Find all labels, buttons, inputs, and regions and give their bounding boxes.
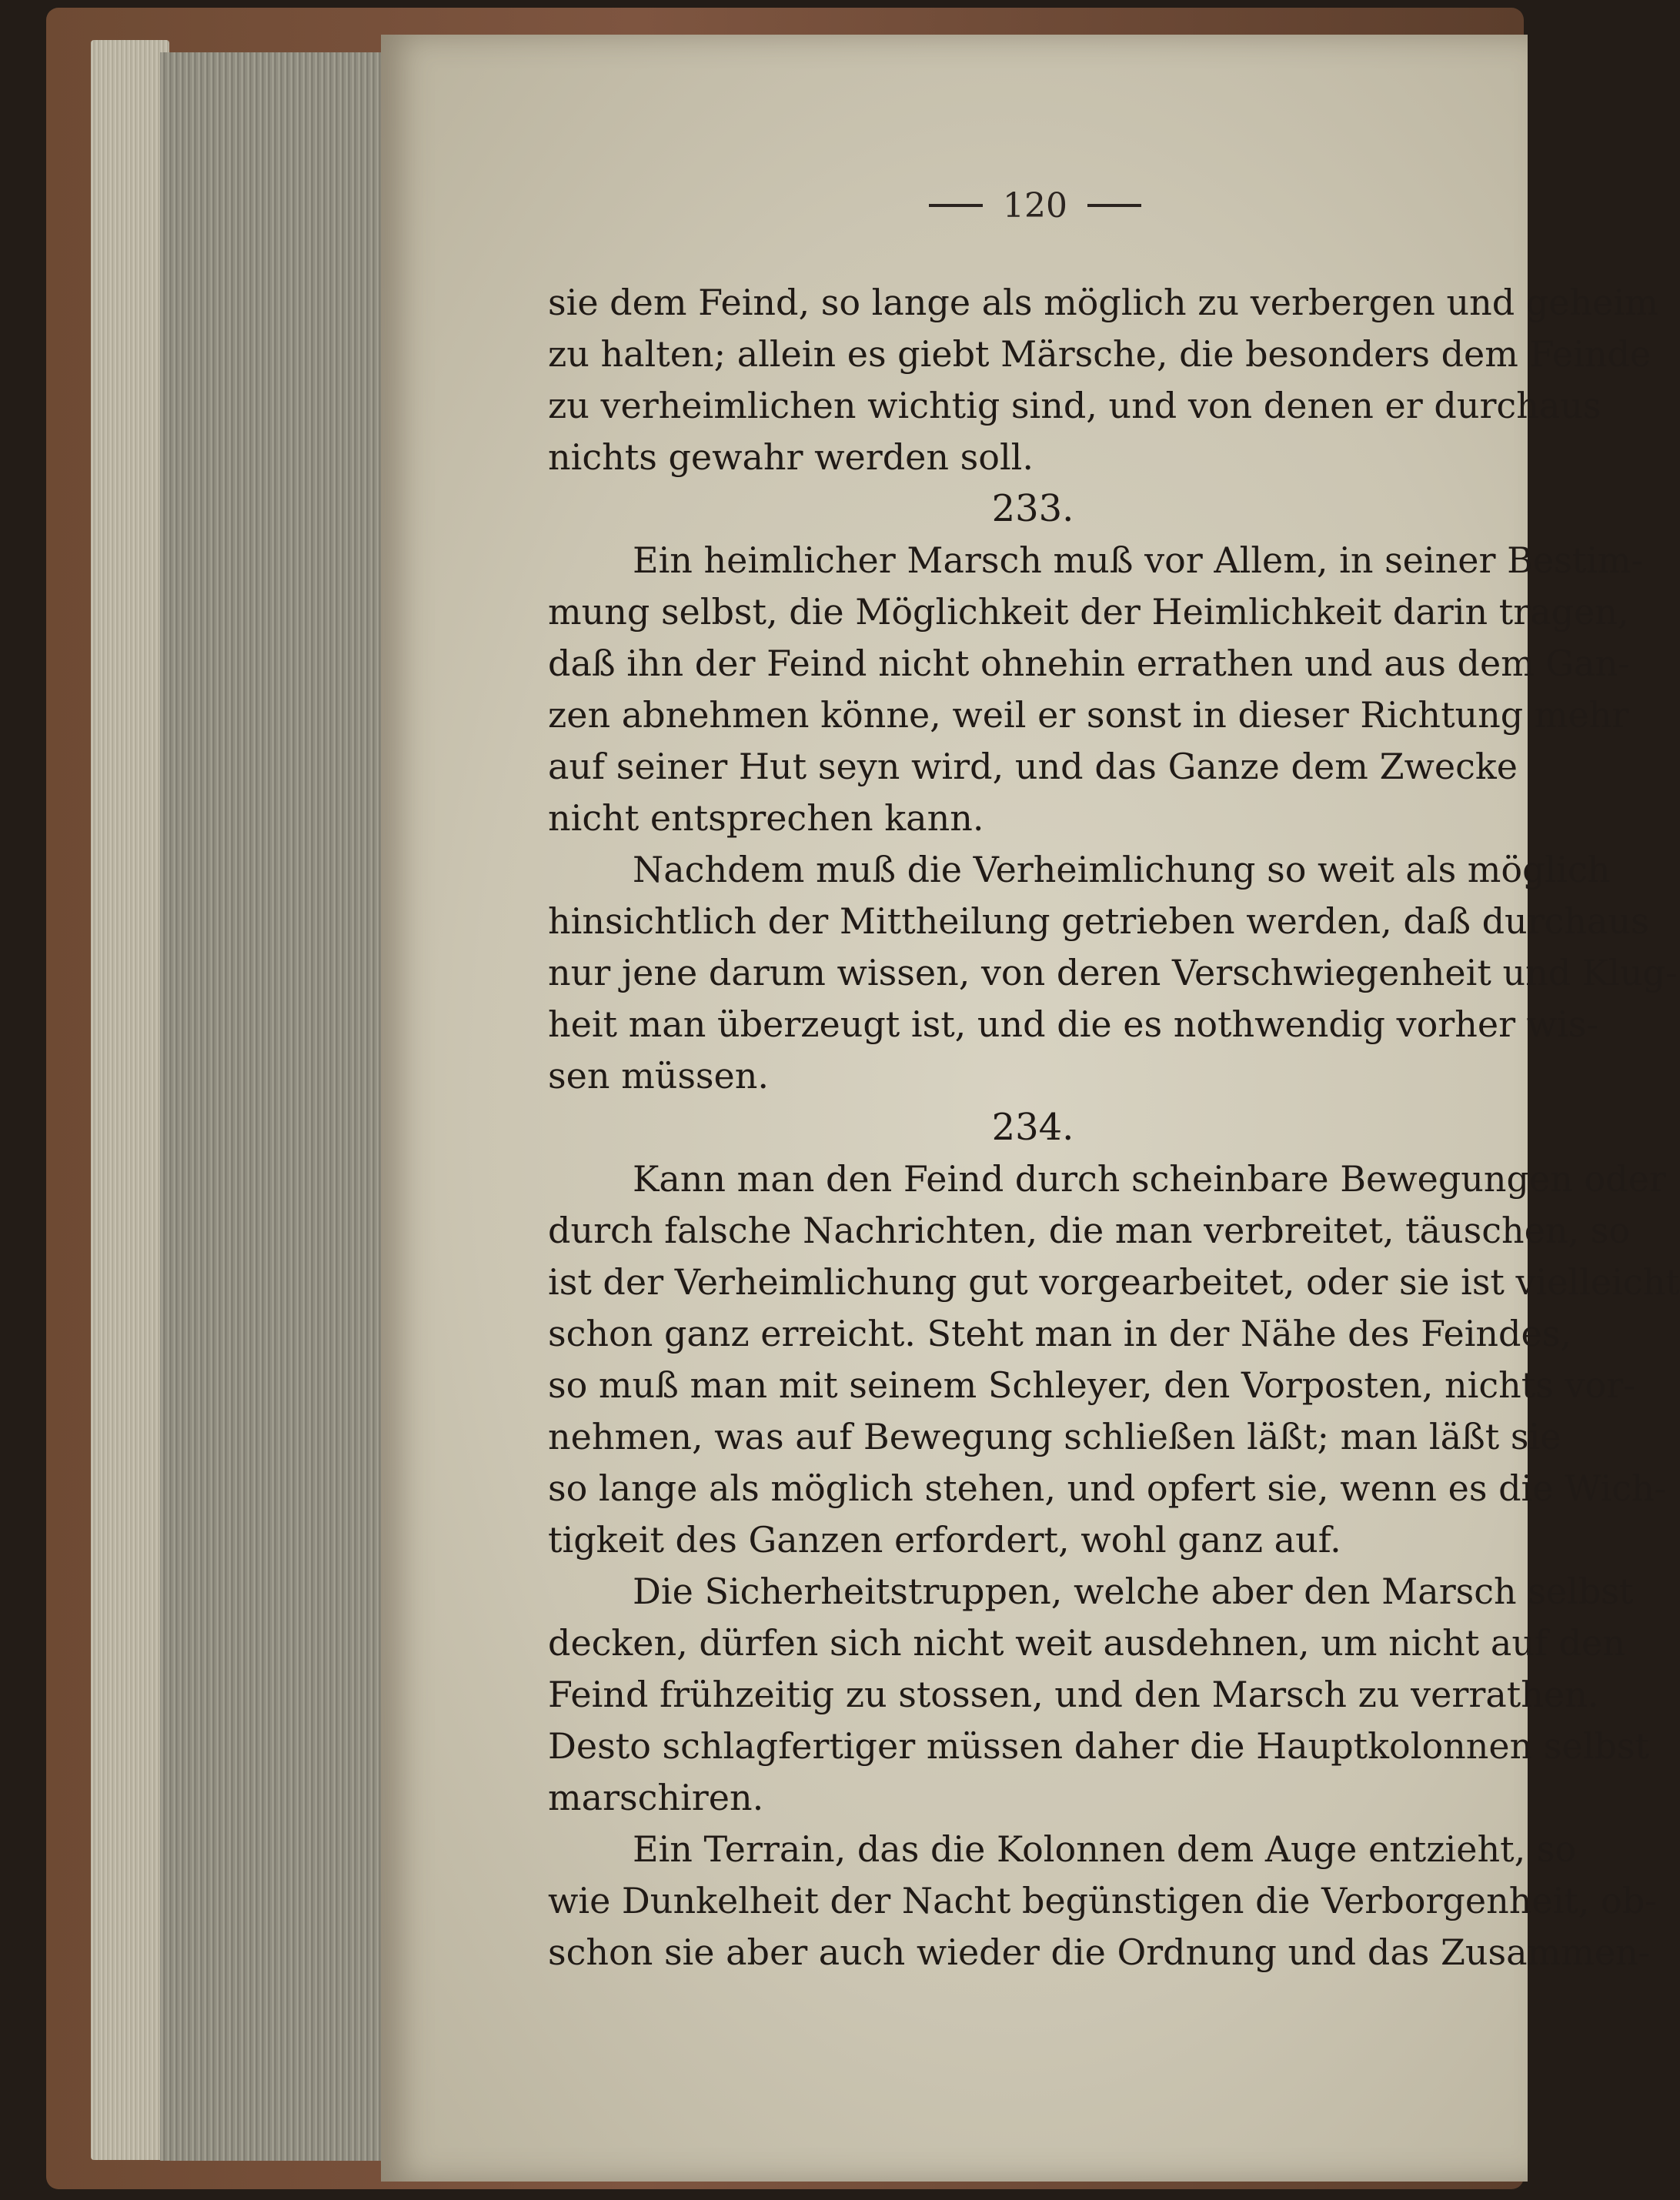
text-line: daß ihn der Feind nicht ohnehin errathen und aus dem Gan- (548, 643, 1630, 684)
body-text (548, 277, 1680, 1978)
text-line: marschiren. (548, 1777, 764, 1818)
text-line: auf seiner Hut seyn wird, und das Ganze dem Zwecke (548, 746, 1518, 787)
text-line: ist der Verheimlichung gut vorgearbeitet, oder sie ist vielleicht (548, 1261, 1680, 1303)
page-block-left (91, 40, 169, 2160)
text-line: schon sie aber auch wieder die Ordnung und das Zusammen- (548, 1931, 1651, 1973)
text-line: Ein Terrain, das die Kolonnen dem Auge entzieht, so (633, 1828, 1577, 1870)
text-line: durch falsche Nachrichten, die man verbreitet, täuschen, so (548, 1210, 1631, 1251)
text-line: nehmen, was auf Bewegung schließen läßt; man läßt sie (548, 1416, 1561, 1457)
text-line: nicht entsprechen kann. (548, 797, 984, 839)
header-dash-left (929, 204, 983, 207)
section-number: 233. (991, 487, 1074, 530)
text-line: sie dem Feind, so lange als möglich zu verbergen und geheim (548, 282, 1658, 323)
text-line: mung selbst, die Möglichkeit der Heimlichkeit darin tragen, (548, 591, 1629, 633)
text-line: hinsichtlich der Mittheilung getrieben werden, daß durchaus (548, 900, 1649, 942)
text-line: so lange als möglich stehen, und opfert sie, wenn es die Wich- (548, 1467, 1667, 1509)
header-dash-right (1087, 204, 1141, 207)
text-line: tigkeit des Ganzen erfordert, wohl ganz auf. (548, 1519, 1341, 1561)
text-line: Nachdem muß die Verheimlichung so weit als möglich (633, 849, 1611, 890)
text-line: Die Sicherheitstruppen, welche aber den Marsch selbst (633, 1571, 1634, 1612)
text-line: heit man überzeugt ist, und die es nothwendig vorher wis- (548, 1003, 1598, 1045)
text-line: zen abnehmen könne, weil er sonst in dieser Richtung mehr (548, 694, 1629, 736)
text-line: zu halten; allein es giebt Märsche, die besonders dem Feinde (548, 333, 1652, 375)
text-line: decken, dürfen sich nicht weit ausdehnen, um nicht auf den (548, 1622, 1625, 1664)
text-line: nichts gewahr werden soll. (548, 436, 1034, 478)
text-line: so muß man mit seinem Schleyer, den Vorposten, nichts vor- (548, 1364, 1635, 1406)
text-line: sen müssen. (548, 1055, 770, 1097)
page-edges (160, 52, 383, 2161)
text-line: nur jene darum wissen, von deren Verschwiegenheit und Klug- (548, 952, 1678, 993)
page-number: 120 (1003, 185, 1067, 225)
text-line: schon ganz erreicht. Steht man in der Nähe des Feindes, (548, 1313, 1571, 1354)
page-header (897, 182, 1174, 229)
text-line: Feind frühzeitig zu stossen, und den Marsch zu verrathen. (548, 1674, 1599, 1715)
text-line: wie Dunkelheit der Nacht begünstigen die Verborgenheit, ob- (548, 1880, 1657, 1921)
text-line: Desto schlagfertiger müssen daher die Hauptkolonnen selbst (548, 1725, 1649, 1767)
text-line: Ein heimlicher Marsch muß vor Allem, in seiner Bestim- (633, 539, 1644, 581)
section-number: 234. (991, 1106, 1074, 1149)
text-line: Kann man den Feind durch scheinbare Bewegungen oder (633, 1158, 1666, 1200)
text-line: zu verheimlichen wichtig sind, und von denen er durchaus (548, 385, 1602, 426)
